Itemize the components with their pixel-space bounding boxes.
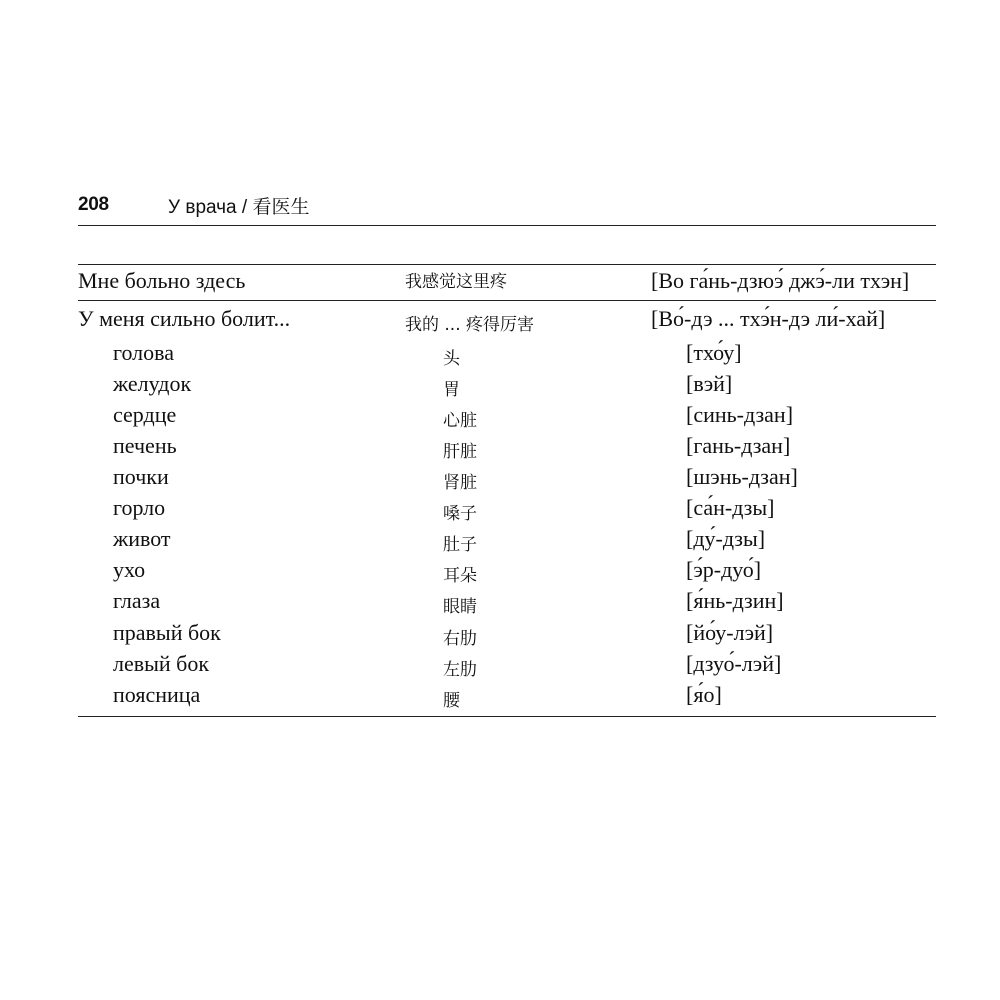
body-part-row — [0, 619, 1000, 649]
russian-word: правый бок — [113, 620, 221, 645]
header-rule — [78, 225, 936, 226]
body-part-row — [0, 463, 1000, 493]
russian-word: живот — [113, 526, 171, 551]
transcription: [Во га́нь-дзюэ́ джэ́-ли тхэн] — [651, 268, 910, 293]
chinese-word: 眼睛 — [443, 597, 477, 617]
phrase-row — [0, 267, 1000, 297]
row-divider — [78, 300, 936, 301]
transcription: [дзуо́-лэй] — [686, 651, 782, 676]
chinese-word: 肚子 — [443, 535, 477, 555]
body-part-row — [0, 370, 1000, 400]
running-head: У врача / 看医生 — [168, 197, 310, 218]
russian-phrase: У меня сильно болит... — [78, 306, 291, 331]
phrase-row — [0, 305, 1000, 335]
table-bottom-rule — [78, 716, 936, 717]
russian-word: горло — [113, 495, 166, 520]
russian-word: голова — [113, 340, 175, 365]
chinese-word: 嗓子 — [443, 504, 477, 524]
transcription: [са́н-дзы] — [686, 495, 775, 520]
chinese-word: 腰 — [443, 691, 460, 711]
chinese-word: 肾脏 — [443, 473, 477, 493]
body-part-row — [0, 432, 1000, 462]
transcription: [гань-дзан] — [686, 433, 791, 458]
body-part-row — [0, 525, 1000, 555]
transcription: [шэнь-дзан] — [686, 464, 798, 489]
russian-word: печень — [113, 433, 177, 458]
page-header — [78, 190, 936, 224]
transcription: [Во́-дэ ... тхэ́н-дэ ли́-хай] — [651, 306, 886, 331]
transcription: [тхо́у] — [686, 340, 742, 365]
body-part-row — [0, 556, 1000, 586]
chinese-word: 头 — [443, 349, 460, 369]
chinese-word: 耳朵 — [443, 566, 477, 586]
table-top-rule — [78, 264, 936, 265]
chinese-word: 左肋 — [443, 660, 477, 680]
body-part-row — [0, 650, 1000, 680]
transcription: [вэй] — [686, 371, 733, 396]
russian-word: желудок — [113, 371, 192, 396]
chinese-phrase: 我感觉这里疼 — [405, 272, 507, 292]
body-part-row — [0, 587, 1000, 617]
chinese-word: 胃 — [443, 380, 460, 400]
chinese-word: 肝脏 — [443, 442, 477, 462]
transcription: [я́о] — [686, 682, 722, 707]
body-part-row — [0, 494, 1000, 524]
russian-phrase: Мне больно здесь — [78, 268, 246, 293]
body-part-row — [0, 681, 1000, 711]
russian-word: поясница — [113, 682, 201, 707]
chinese-word: 右肋 — [443, 629, 477, 649]
russian-word: сердце — [113, 402, 177, 427]
russian-word: почки — [113, 464, 169, 489]
transcription: [синь-дзан] — [686, 402, 794, 427]
russian-word: левый бок — [113, 651, 210, 676]
transcription: [э́р-дуо́] — [686, 557, 762, 582]
chinese-phrase: 我的 ... 疼得厉害 — [405, 315, 535, 335]
chinese-word: 心脏 — [443, 411, 477, 431]
russian-word: ухо — [113, 557, 146, 582]
page-number: 208 — [78, 194, 109, 215]
transcription: [я́нь-дзин] — [686, 588, 784, 613]
transcription: [ду́-дзы] — [686, 526, 766, 551]
body-part-row — [0, 401, 1000, 431]
transcription: [йо́у-лэй] — [686, 620, 774, 645]
body-part-row — [0, 339, 1000, 369]
russian-word: глаза — [113, 588, 161, 613]
